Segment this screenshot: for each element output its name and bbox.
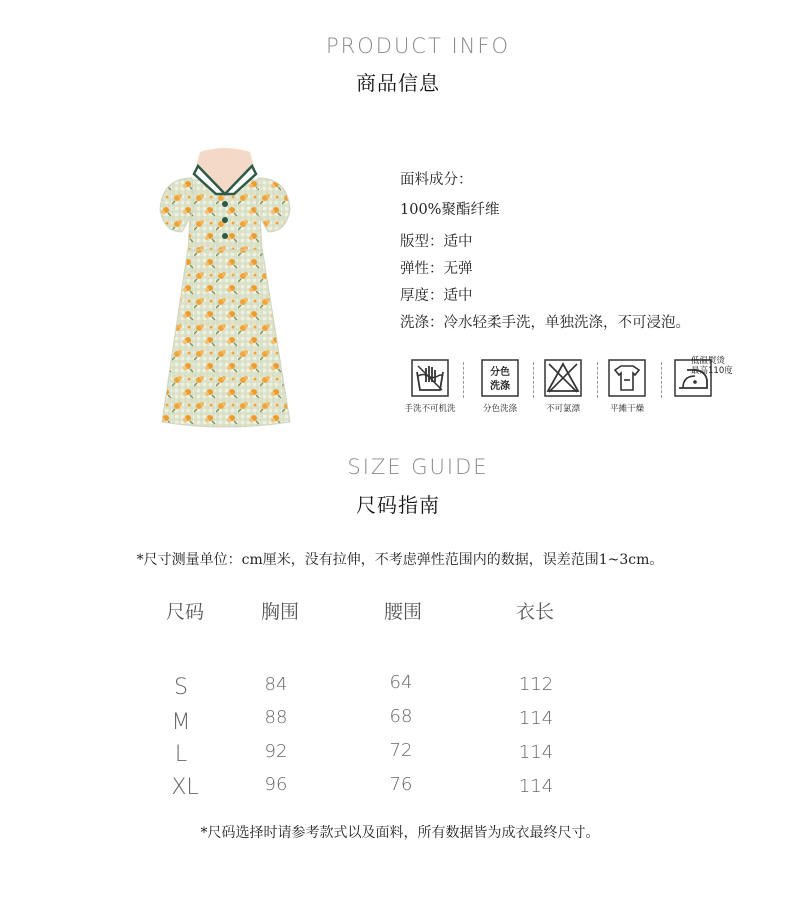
length-cell: 114	[518, 742, 554, 763]
waist-cell: 76	[389, 774, 413, 795]
low-iron-item	[663, 356, 733, 424]
header-size: 尺码	[165, 601, 204, 623]
waist-cell: 64	[389, 672, 413, 693]
header-length: 衣长	[515, 601, 554, 623]
flat-dry-item	[597, 358, 657, 424]
flat-dry-label: 平摊干燥	[609, 404, 644, 414]
care-divider	[463, 362, 464, 398]
low-iron-label-1: 低温熨烫	[691, 356, 726, 366]
size-cell: M	[171, 710, 191, 735]
no-bleach-label: 不可氯漂	[545, 404, 580, 414]
elasticity-info: 弹性：无弹	[400, 261, 473, 277]
size-guide-title-en: SIZE GUIDE	[347, 455, 489, 479]
header-chest: 胸围	[260, 601, 299, 623]
size-guide-title-cn: 尺码指南	[356, 493, 440, 517]
chest-cell: 96	[264, 774, 288, 795]
size-cell: L	[174, 742, 188, 767]
chest-cell: 84	[264, 674, 288, 695]
hand-wash-label: 手洗不可机洗	[404, 404, 456, 414]
header-waist: 腰围	[383, 601, 422, 623]
length-cell: 114	[518, 708, 554, 729]
no-bleach-item	[533, 358, 593, 424]
chest-cell: 92	[264, 741, 288, 762]
fabric-value: 100%聚酯纤维	[400, 202, 500, 218]
flat-dry-icon	[607, 358, 647, 398]
care-divider	[661, 362, 662, 398]
separate-wash-item	[470, 358, 530, 424]
separate-wash-inner-2: 洗涤	[490, 381, 510, 392]
separate-wash-inner-1: 分色	[490, 367, 510, 378]
length-cell: 114	[518, 776, 554, 797]
size-cell: S	[174, 675, 188, 700]
product-info-title-en: PRODUCT INFO	[325, 34, 510, 58]
care-icons	[400, 356, 733, 424]
size-note-top: *尺寸测量单位：cm厘米，没有拉伸，不考虑弹性范围内的数据，误差范围1~3cm。	[136, 552, 664, 568]
size-cell: XL	[171, 775, 199, 800]
waist-cell: 68	[389, 706, 413, 727]
separate-wash-label: 分色洗涤	[482, 404, 517, 414]
hand-wash-icon	[410, 358, 450, 398]
length-cell: 112	[518, 674, 554, 695]
thickness-info: 厚度：适中	[400, 288, 473, 304]
fit-info: 版型：适中	[400, 234, 473, 250]
no-bleach-icon	[543, 358, 583, 398]
product-info-title-cn: 商品信息	[356, 71, 440, 95]
fabric-label: 面料成分：	[400, 172, 473, 188]
washing-info: 洗涤：冷水轻柔手洗，单独洗涤，不可浸泡。	[400, 315, 690, 331]
waist-cell: 72	[389, 740, 413, 761]
hand-wash-item	[400, 358, 460, 424]
dress-image	[150, 140, 300, 435]
chest-cell: 88	[264, 707, 288, 728]
size-note-bottom: *尺码选择时请参考款式以及面料，所有数据皆为成衣最终尺寸。	[200, 825, 600, 841]
separate-wash-icon	[480, 358, 520, 398]
low-iron-label-2: 最高110度	[691, 366, 733, 376]
